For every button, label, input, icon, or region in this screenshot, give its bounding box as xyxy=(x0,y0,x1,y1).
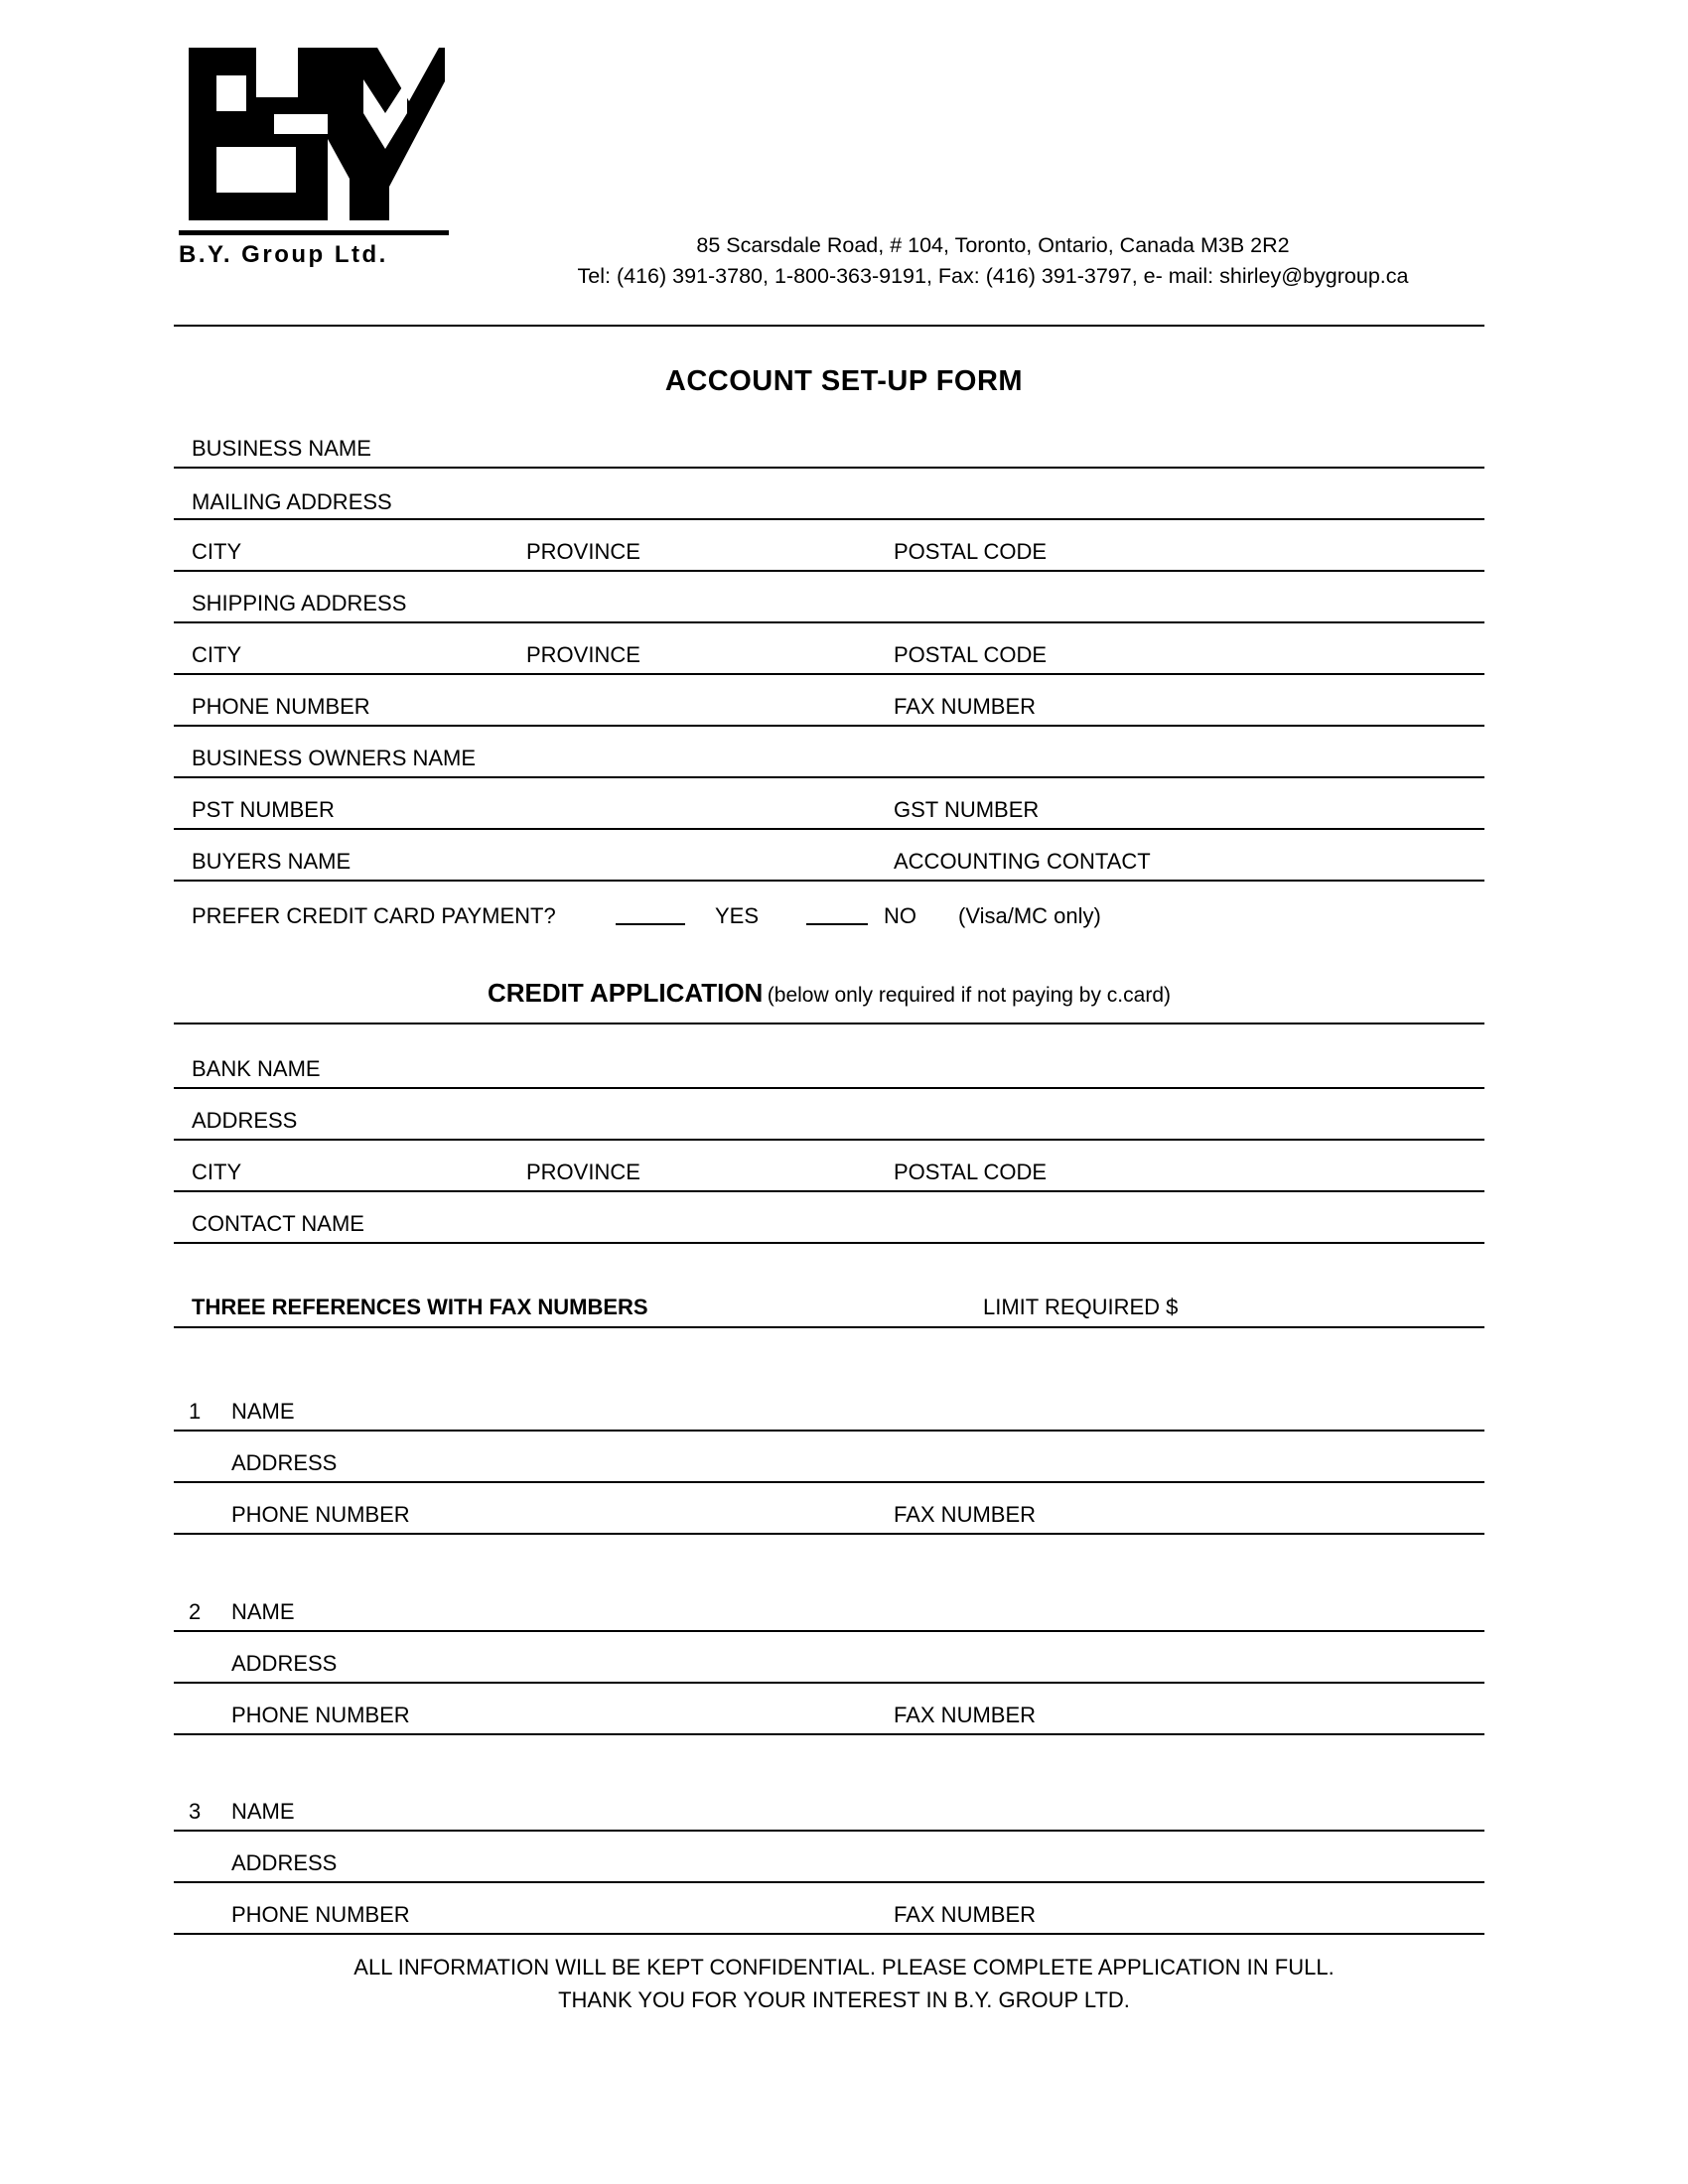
company-address-line1: 85 Scarsdale Road, # 104, Toronto, Ontario, Canada M3B 2R2 xyxy=(696,233,1290,257)
label-name: NAME xyxy=(231,1599,295,1624)
label-address: ADDRESS xyxy=(231,1651,338,1676)
field-row-bank-city-province-postal[interactable] xyxy=(174,1141,1484,1192)
label-prefer-credit-card: PREFER CREDIT CARD PAYMENT? xyxy=(192,903,556,928)
credit-card-no-blank[interactable] xyxy=(806,922,868,925)
label-buyers-name: BUYERS NAME xyxy=(192,849,352,874)
label-city: CITY xyxy=(192,539,242,564)
field-row-phone-fax[interactable] xyxy=(174,675,1484,727)
company-address xyxy=(516,230,1470,292)
document-header xyxy=(0,0,1688,298)
credit-card-preference-row[interactable] xyxy=(174,882,1484,939)
label-city: CITY xyxy=(192,1160,242,1184)
label-address: ADDRESS xyxy=(192,1108,298,1133)
field-row-business-owners-name[interactable] xyxy=(174,727,1484,778)
label-address: ADDRESS xyxy=(231,1450,338,1475)
label-fax-number: FAX NUMBER xyxy=(894,1902,1037,1927)
label-province: PROVINCE xyxy=(526,1160,640,1184)
reference-2-name-row[interactable] xyxy=(174,1580,1484,1632)
page-title: ACCOUNT SET-UP FORM xyxy=(664,365,1024,397)
reference-block-3 xyxy=(174,1780,1484,1935)
reference-1-name-row[interactable] xyxy=(174,1380,1484,1432)
field-row-bank-address[interactable] xyxy=(174,1089,1484,1141)
label-fax-number: FAX NUMBER xyxy=(894,1703,1037,1727)
label-province: PROVINCE xyxy=(526,642,640,667)
label-city: CITY xyxy=(192,642,242,667)
label-visa-mc-note: (Visa/MC only) xyxy=(958,903,1101,928)
label-three-references: THREE REFERENCES WITH FAX NUMBERS xyxy=(192,1295,648,1319)
form-footer xyxy=(0,1951,1688,2016)
label-phone-number: PHONE NUMBER xyxy=(231,1502,410,1527)
logo-underline xyxy=(179,230,449,235)
label-shipping-address: SHIPPING ADDRESS xyxy=(192,591,407,615)
reference-3-phone-fax-row[interactable] xyxy=(174,1883,1484,1935)
footer-line-1: ALL INFORMATION WILL BE KEPT CONFIDENTIAL. PLEASE COMPLETE APPLICATION IN FULL. xyxy=(353,1955,1335,1979)
references-heading-row xyxy=(174,1281,1484,1328)
reference-1-phone-fax-row[interactable] xyxy=(174,1483,1484,1535)
label-pst-number: PST NUMBER xyxy=(192,797,335,822)
label-no: NO xyxy=(884,903,916,928)
reference-3-address-row[interactable] xyxy=(174,1832,1484,1883)
label-phone-number: PHONE NUMBER xyxy=(231,1902,410,1927)
reference-1-number: 1 xyxy=(189,1399,202,1424)
reference-2-phone-fax-row[interactable] xyxy=(174,1684,1484,1735)
credit-application-heading xyxy=(174,978,1484,1024)
field-row-mailing-address[interactable] xyxy=(174,469,1484,520)
field-row-bank-name[interactable] xyxy=(174,1037,1484,1089)
reference-2-number: 2 xyxy=(189,1599,202,1624)
credit-application-note: (below only required if not paying by c.card) xyxy=(767,984,1171,1007)
label-postal-code: POSTAL CODE xyxy=(894,642,1048,667)
by-logo-mark-icon xyxy=(179,40,447,228)
credit-card-yes-blank[interactable] xyxy=(616,922,685,925)
reference-3-name-row[interactable] xyxy=(174,1780,1484,1832)
account-fields xyxy=(174,417,1484,939)
field-row-pst-gst[interactable] xyxy=(174,778,1484,830)
label-postal-code: POSTAL CODE xyxy=(894,1160,1048,1184)
label-gst-number: GST NUMBER xyxy=(894,797,1040,822)
field-row-mailing-city-province-postal[interactable] xyxy=(174,520,1484,572)
label-postal-code: POSTAL CODE xyxy=(894,539,1048,564)
label-address: ADDRESS xyxy=(231,1850,338,1875)
company-logo xyxy=(179,40,462,269)
label-phone-number: PHONE NUMBER xyxy=(231,1703,410,1727)
reference-2-address-row[interactable] xyxy=(174,1632,1484,1684)
label-limit-required: LIMIT REQUIRED $ xyxy=(983,1295,1179,1319)
field-row-buyers-accounting[interactable] xyxy=(174,830,1484,882)
company-name: B.Y. Group Ltd. xyxy=(179,241,388,268)
label-mailing-address: MAILING ADDRESS xyxy=(192,489,392,514)
reference-1-address-row[interactable] xyxy=(174,1432,1484,1483)
label-name: NAME xyxy=(231,1399,295,1424)
field-row-shipping-address[interactable] xyxy=(174,572,1484,623)
reference-block-1 xyxy=(174,1380,1484,1535)
label-phone-number: PHONE NUMBER xyxy=(192,694,370,719)
footer-line-2: THANK YOU FOR YOUR INTEREST IN B.Y. GROUP LTD. xyxy=(558,1987,1130,2012)
label-business-owners-name: BUSINESS OWNERS NAME xyxy=(192,746,477,770)
header-divider xyxy=(174,325,1484,327)
label-name: NAME xyxy=(231,1799,295,1824)
field-row-business-name[interactable] xyxy=(174,417,1484,469)
field-row-shipping-city-province-postal[interactable] xyxy=(174,623,1484,675)
label-fax-number: FAX NUMBER xyxy=(894,694,1037,719)
label-business-name: BUSINESS NAME xyxy=(192,436,371,461)
reference-3-number: 3 xyxy=(189,1799,202,1824)
credit-application-fields xyxy=(174,1037,1484,1244)
reference-block-2 xyxy=(174,1580,1484,1735)
label-bank-name: BANK NAME xyxy=(192,1056,321,1081)
label-yes: YES xyxy=(715,903,760,928)
label-contact-name: CONTACT NAME xyxy=(192,1211,364,1236)
field-row-bank-contact-name[interactable] xyxy=(174,1192,1484,1244)
label-accounting-contact: ACCOUNTING CONTACT xyxy=(894,849,1151,874)
credit-application-title: CREDIT APPLICATION xyxy=(487,978,764,1008)
label-province: PROVINCE xyxy=(526,539,640,564)
label-fax-number: FAX NUMBER xyxy=(894,1502,1037,1527)
company-contact-line: Tel: (416) 391-3780, 1-800-363-9191, Fax: (416) 391-3797, e- mail: shirley@bygroup.ca xyxy=(577,264,1409,288)
